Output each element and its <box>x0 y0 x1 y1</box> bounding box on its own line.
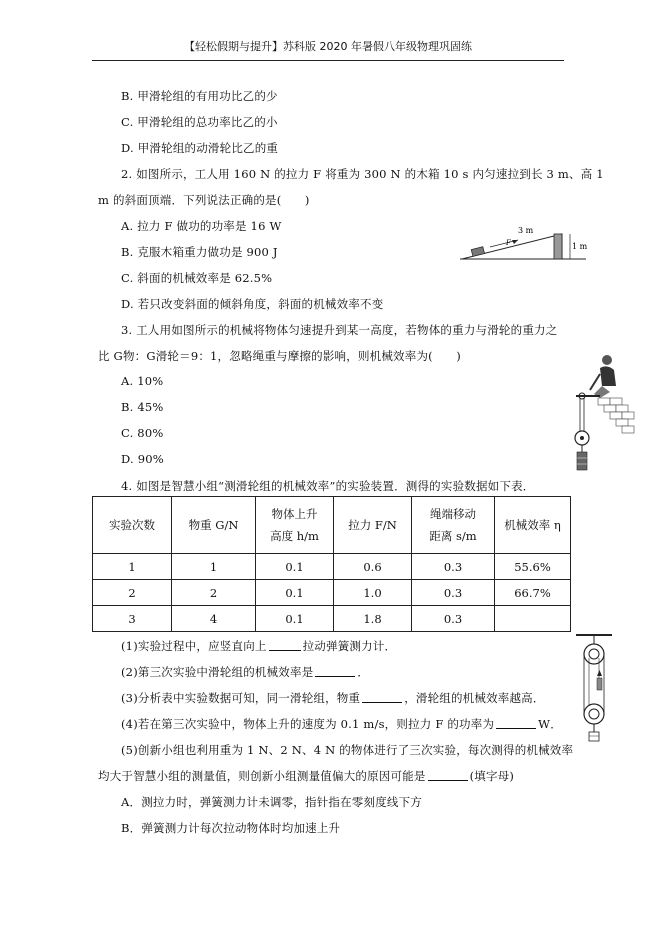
table-cell: 0.1 <box>256 554 334 580</box>
q4-sub1: (1)实验过程中，应竖直向上 拉动弹簧测力计． <box>121 639 397 653</box>
header-efficiency: 机械效率 η <box>495 497 571 554</box>
header-pull-force: 拉力 F/N <box>334 497 412 554</box>
q4-stem: 4. 如图是智慧小组“测滑轮组的机械效率”的实验装置．测得的实验数据如下表． <box>121 479 535 493</box>
q1-option-d: D. 甲滑轮组的动滑轮比乙的重 <box>121 141 279 155</box>
q3-stem-line1: 3. 工人用如图所示的机械将物体匀速提升到某一高度，若物体的重力与滑轮的重力之 <box>121 323 558 337</box>
q3-stem-line2: 比 G物：G滑轮＝9：1，忽略绳重与摩擦的影响，则机械效率为( ) <box>98 349 461 363</box>
q3-option-c: C. 80% <box>121 426 164 440</box>
q4-sub5-option-b: B．弹簧测力计每次拉动物体时均加速上升 <box>121 821 341 835</box>
table-cell: 2 <box>93 580 172 606</box>
table-cell: 0.1 <box>256 606 334 632</box>
q4-sub5-line1: (5)创新小组也利用重为 1 N、2 N、4 N 的物体进行了三次实验，每次测得的机械效率 <box>121 743 574 757</box>
force-label: F <box>506 239 511 247</box>
q3-option-b: B. 45% <box>121 400 164 414</box>
header-object-weight: 物重 G/N <box>172 497 256 554</box>
q4-sub5-line2: 均大于智慧小组的测量值，则创新小组测量值偏大的原因可能是 (填字母) <box>98 769 515 783</box>
table-row <box>93 554 571 580</box>
answer-blank[interactable] <box>362 692 402 703</box>
q1-option-b: B. 甲滑轮组的有用功比乙的少 <box>121 89 278 103</box>
q3-option-a: A. 10% <box>121 374 164 388</box>
q4-sub4: (4)若在第三次实验中，物体上升的速度为 0.1 m/s，则拉力 F 的功率为 W． <box>121 717 562 731</box>
q3-option-d: D. 90% <box>121 452 164 466</box>
header-trial-number: 实验次数 <box>93 497 172 554</box>
q2-stem-line2: m 的斜面顶端．下列说法正确的是( ) <box>98 193 310 207</box>
q2-option-c: C. 斜面的机械效率是 62.5% <box>121 271 273 285</box>
q2-option-d: D. 若只改变斜面的倾斜角度，斜面的机械效率不变 <box>121 297 384 311</box>
table-cell: 66.7% <box>495 580 571 606</box>
incline-figure <box>460 222 590 262</box>
table-cell: 0.3 <box>412 606 495 632</box>
table-cell: 0.3 <box>412 580 495 606</box>
table-cell: 2 <box>172 580 256 606</box>
table-cell: 0.1 <box>256 580 334 606</box>
header-rise-height: 物体上升 高度 h/m <box>256 497 334 554</box>
slope-height-label: 1 m <box>572 242 588 251</box>
q4-sub3: (3)分析表中实验数据可知，同一滑轮组，物重 ，滑轮组的机械效率越高． <box>121 691 545 705</box>
answer-blank[interactable] <box>496 718 536 729</box>
table-cell: 1 <box>93 554 172 580</box>
table-cell: 0.6 <box>334 554 412 580</box>
table-cell: 4 <box>172 606 256 632</box>
pulley-block-figure <box>572 632 622 744</box>
table-cell <box>495 606 571 632</box>
q1-option-c: C. 甲滑轮组的总功率比乙的小 <box>121 115 278 129</box>
table-row <box>93 606 571 632</box>
page-header: 【轻松假期与提升】苏科版 2020 年暑假八年级物理巩固练 <box>184 40 472 53</box>
worker-pulley-figure <box>570 352 638 474</box>
header-rule <box>92 60 564 61</box>
q2-option-a: A. 拉力 F 做功的功率是 16 W <box>121 219 282 233</box>
slope-length-label: 3 m <box>518 226 534 235</box>
experiment-data-table <box>92 496 571 632</box>
answer-blank[interactable] <box>269 640 301 651</box>
q2-option-b: B. 克服木箱重力做功是 900 J <box>121 245 278 259</box>
header-rope-distance: 绳端移动 距离 s/m <box>412 497 495 554</box>
table-cell: 1.0 <box>334 580 412 606</box>
answer-blank[interactable] <box>428 770 468 781</box>
q4-sub5-option-a: A．测拉力时，弹簧测力计未调零，指针指在零刻度线下方 <box>121 795 423 809</box>
table-row <box>93 580 571 606</box>
table-cell: 1 <box>172 554 256 580</box>
answer-blank[interactable] <box>315 666 355 677</box>
q4-sub2: (2)第三次实验中滑轮组的机械效率是 ． <box>121 665 370 679</box>
table-header-row <box>93 497 571 554</box>
table-cell: 3 <box>93 606 172 632</box>
table-cell: 55.6% <box>495 554 571 580</box>
table-cell: 1.8 <box>334 606 412 632</box>
q2-stem-line1: 2. 如图所示，工人用 160 N 的拉力 F 将重为 300 N 的木箱 10 s 内匀速拉到长 3 m、高 1 <box>121 167 604 181</box>
table-cell: 0.3 <box>412 554 495 580</box>
